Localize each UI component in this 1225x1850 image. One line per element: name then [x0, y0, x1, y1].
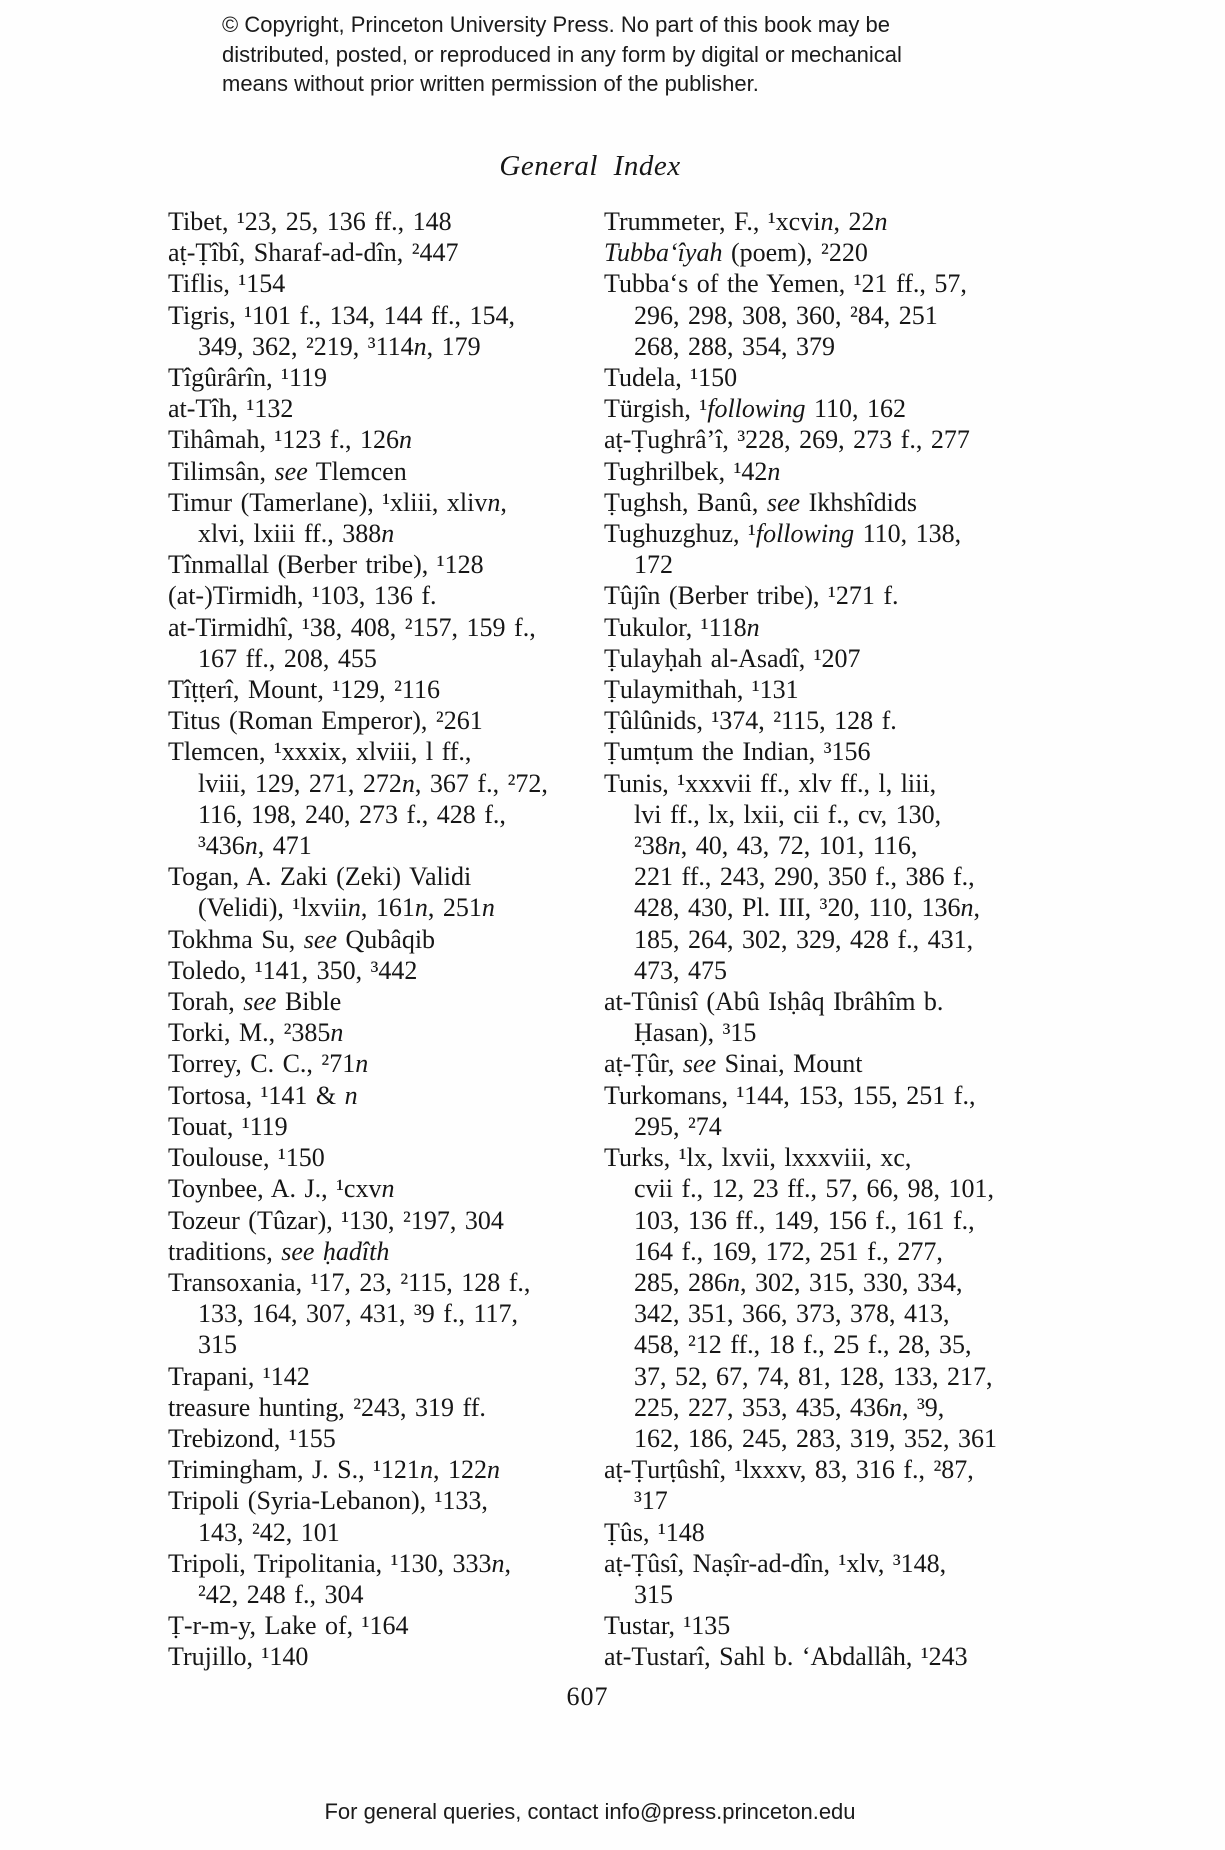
entry-line: Tripoli, Tripolitania, ¹130, 333n, — [168, 1548, 511, 1578]
entry-line: Togan, A. Zaki (Zeki) Validi — [168, 862, 472, 892]
entry-line: Torki, M., ²385n — [168, 1018, 344, 1048]
index-entry — [168, 1361, 548, 1392]
entry-line: Touat, ¹119 — [168, 1111, 288, 1141]
entry-line: treasure hunting, ²243, 319 ff. — [168, 1392, 486, 1422]
entry-line: Turks, ¹lx, lxvii, lxxxviii, xc, — [604, 1143, 912, 1173]
entry-line: Timur (Tamerlane), ¹xliii, xlivn, — [168, 487, 507, 517]
entry-line: lvi ff., lx, lxii, cii f., cv, 130, — [634, 799, 942, 829]
entry-line: Ṭûs, ¹148 — [604, 1517, 705, 1547]
entry-line: at-Tirmidhî, ¹38, 408, ²157, 159 f., — [168, 612, 536, 642]
index-entry — [604, 674, 997, 705]
entry-line: 103, 136 ff., 149, 156 f., 161 f., — [634, 1205, 975, 1235]
index-entry — [168, 1267, 548, 1361]
entry-line: 162, 186, 245, 283, 319, 352, 361 — [634, 1423, 997, 1453]
entry-line: Ṭumṭum the Indian, ³156 — [604, 737, 871, 767]
index-entry — [604, 768, 997, 986]
entry-line: at-Tîh, ¹132 — [168, 394, 294, 424]
index-entry — [604, 206, 997, 237]
entry-line: Transoxania, ¹17, 23, ²115, 128 f., — [168, 1267, 531, 1297]
entry-line: at-Tûnisî (Abû Isḥâq Ibrâhîm b. — [604, 987, 944, 1017]
entry-line: aṭ-Ṭughrâ’î, ³228, 269, 273 f., 277 — [604, 425, 970, 455]
entry-line: Tilimsân, see Tlemcen — [168, 456, 407, 486]
entry-line: Torrey, C. C., ²71n — [168, 1049, 369, 1079]
entry-line: Trujillo, ¹140 — [168, 1642, 309, 1672]
index-entry — [604, 1610, 997, 1641]
copyright-line: means without prior written permission of the publisher. — [222, 71, 759, 96]
entry-line: Ṭ-r-m-y, Lake of, ¹164 — [168, 1611, 409, 1641]
index-entry — [604, 1517, 997, 1548]
entry-line: 295, ²74 — [634, 1111, 722, 1141]
index-entry — [604, 1454, 997, 1516]
entry-line: 268, 288, 354, 379 — [634, 331, 835, 361]
entry-line: Ṭulayḥah al-Asadî, ¹207 — [604, 643, 861, 673]
page-number: 607 — [566, 1682, 609, 1711]
entry-line: Tûjîn (Berber tribe), ¹271 f. — [604, 581, 899, 611]
entry-line: Tîgûrârîn, ¹119 — [168, 363, 328, 393]
entry-line: cvii f., 12, 23 ff., 57, 66, 98, 101, — [634, 1174, 994, 1204]
index-entry — [168, 1111, 548, 1142]
entry-line: traditions, see ḥadîth — [168, 1236, 390, 1266]
entry-line: Tukulor, ¹118n — [604, 612, 760, 642]
entry-line: Turkomans, ¹144, 153, 155, 251 f., — [604, 1080, 976, 1110]
index-entry — [604, 456, 997, 487]
entry-line: aṭ-Ṭûr, see Sinai, Mount — [604, 1049, 863, 1079]
entry-line: Tughuzghuz, ¹following 110, 138, — [604, 519, 962, 549]
index-entry — [168, 1080, 548, 1111]
index-entry — [604, 362, 997, 393]
entry-line: Torah, see Bible — [168, 987, 342, 1017]
entry-line: Ḥasan), ³15 — [634, 1018, 757, 1048]
index-entry — [168, 736, 548, 861]
index-entry — [168, 1454, 548, 1485]
entry-line: Trimingham, J. S., ¹121n, 122n — [168, 1455, 500, 1485]
entry-line: Tunis, ¹xxxvii ff., xlv ff., l, liii, — [604, 768, 937, 798]
index-entry — [168, 1641, 548, 1672]
entry-line: Trapani, ¹142 — [168, 1361, 310, 1391]
entry-line: Tihâmah, ¹123 f., 126n — [168, 425, 412, 455]
entry-line: 143, ²42, 101 — [198, 1517, 340, 1547]
index-entry — [168, 1142, 548, 1173]
entry-line: 428, 430, Pl. III, ³20, 110, 136n, — [634, 893, 980, 923]
index-entry — [604, 1080, 997, 1142]
index-entry — [168, 300, 548, 362]
index-column-left — [168, 206, 548, 1673]
entry-line: 342, 351, 366, 373, 378, 413, — [634, 1299, 950, 1329]
index-entry — [168, 206, 548, 237]
entry-line: 225, 227, 353, 435, 436n, ³9, — [634, 1392, 945, 1422]
entry-line: 185, 264, 302, 329, 428 f., 431, — [634, 924, 974, 954]
index-entry — [604, 1548, 997, 1610]
entry-line: ²42, 248 f., 304 — [198, 1579, 364, 1609]
entry-line: 37, 52, 67, 74, 81, 128, 133, 217, — [634, 1361, 993, 1391]
entry-line: Tubba‘îyah (poem), ²220 — [604, 238, 868, 268]
index-entry — [168, 861, 548, 923]
entry-line: Tibet, ¹23, 25, 136 ff., 148 — [168, 207, 452, 236]
entry-line: 167 ff., 208, 455 — [198, 643, 377, 673]
index-entry — [168, 1392, 548, 1423]
entry-line: Tlemcen, ¹xxxix, xlviii, l ff., — [168, 737, 472, 767]
index-entry — [168, 674, 548, 705]
entry-line: 315 — [634, 1579, 673, 1609]
index-entry — [604, 268, 997, 362]
entry-line: Titus (Roman Emperor), ²261 — [168, 706, 483, 736]
entry-line: Ṭûlûnids, ¹374, ²115, 128 f. — [604, 706, 897, 736]
index-entry — [168, 1610, 548, 1641]
index-entry — [168, 1485, 548, 1547]
entry-line: aṭ-Ṭurṭûshî, ¹lxxxv, 83, 316 f., ²87, — [604, 1455, 974, 1485]
entry-line: Tigris, ¹101 f., 134, 144 ff., 154, — [168, 300, 515, 330]
entry-line: ³17 — [634, 1486, 668, 1516]
index-entry — [604, 237, 997, 268]
index-entry — [168, 237, 548, 268]
entry-line: at-Tustarî, Sahl b. ‘Abdallâh, ¹243 — [604, 1642, 968, 1672]
index-entry — [168, 456, 548, 487]
index-entry — [168, 924, 548, 955]
entry-line: Tîṭṭerî, Mount, ¹129, ²116 — [168, 675, 440, 705]
entry-line: 296, 298, 308, 360, ²84, 251 — [634, 300, 938, 330]
index-entry — [168, 424, 548, 455]
entry-line: Türgish, ¹following 110, 162 — [604, 394, 907, 424]
entry-line: Tokhma Su, see Qubâqib — [168, 924, 436, 954]
entry-line: (Velidi), ¹lxviin, 161n, 251n — [198, 893, 495, 923]
index-entry — [604, 612, 997, 643]
entry-line: ³436n, 471 — [198, 831, 312, 861]
entry-line: Ṭughsh, Banû, see Ikhshîdids — [604, 487, 917, 517]
entry-line: 172 — [634, 550, 673, 580]
index-entry — [604, 1048, 997, 1079]
entry-line: (at-)Tirmidh, ¹103, 136 f. — [168, 581, 437, 611]
index-entry — [604, 393, 997, 424]
index-entry — [168, 1205, 548, 1236]
entry-line: 315 — [198, 1330, 237, 1360]
index-entry — [604, 580, 997, 611]
index-entry — [604, 487, 997, 518]
copyright-line: © Copyright, Princeton University Press. No part of this book may be — [222, 12, 890, 37]
entry-line: Toledo, ¹141, 350, ³442 — [168, 955, 418, 985]
entry-line: Toynbee, A. J., ¹cxvn — [168, 1174, 395, 1204]
copyright-line: distributed, posted, or reproduced in any form by digital or mechanical — [222, 41, 902, 67]
entry-line: 164 f., 169, 172, 251 f., 277, — [634, 1236, 943, 1266]
footer-contact: For general queries, contact info@press.princeton.edu — [324, 1799, 856, 1824]
index-entry — [168, 393, 548, 424]
entry-line: 116, 198, 240, 273 f., 428 f., — [198, 799, 506, 829]
entry-line: Toulouse, ¹150 — [168, 1143, 325, 1173]
entry-line: Tortosa, ¹141 & n — [168, 1080, 358, 1110]
entry-line: aṭ-Ṭûsî, Naṣîr-ad-dîn, ¹xlv, ³148, — [604, 1548, 947, 1578]
entry-line: 285, 286n, 302, 315, 330, 334, — [634, 1267, 963, 1297]
entry-line: Ṭulaymithah, ¹131 — [604, 675, 799, 705]
index-entry — [604, 736, 997, 767]
index-entry — [168, 549, 548, 580]
index-entry — [168, 986, 548, 1017]
entry-line: Tozeur (Tûzar), ¹130, ²197, 304 — [168, 1205, 504, 1235]
entry-line: Tudela, ¹150 — [604, 363, 738, 393]
index-entry — [604, 424, 997, 455]
index-entry — [168, 1017, 548, 1048]
entry-line: 473, 475 — [634, 955, 727, 985]
index-entry — [604, 1641, 997, 1672]
entry-line: Tubba‘s of the Yemen, ¹21 ff., 57, — [604, 269, 967, 299]
index-entry — [604, 986, 997, 1048]
entry-line: Tiflis, ¹154 — [168, 269, 286, 299]
index-entry — [604, 1142, 997, 1454]
index-entry — [168, 268, 548, 299]
index-entry — [168, 580, 548, 611]
index-entry — [168, 1548, 548, 1610]
index-entry — [168, 362, 548, 393]
index-entry — [604, 518, 997, 580]
entry-line: lviii, 129, 271, 272n, 367 f., ²72, — [198, 768, 548, 798]
index-entry — [168, 1048, 548, 1079]
entry-line: Trummeter, F., ¹xcvin, 22n — [604, 207, 888, 236]
entry-line: 133, 164, 307, 431, ³9 f., 117, — [198, 1299, 518, 1329]
index-entry — [168, 612, 548, 674]
entry-line: xlvi, lxiii ff., 388n — [198, 519, 395, 549]
index-entry — [168, 487, 548, 549]
index-entry — [168, 1173, 548, 1204]
entry-line: 349, 362, ²219, ³114n, 179 — [198, 331, 481, 361]
page-title: General Index — [499, 150, 681, 182]
entry-line: ²38n, 40, 43, 72, 101, 116, — [634, 831, 918, 861]
entry-line: aṭ-Ṭîbî, Sharaf-ad-dîn, ²447 — [168, 238, 459, 268]
entry-line: 458, ²12 ff., 18 f., 25 f., 28, 35, — [634, 1330, 972, 1360]
index-entry — [604, 643, 997, 674]
index-entry — [168, 955, 548, 986]
entry-line: Trebizond, ¹155 — [168, 1423, 336, 1453]
index-entry — [604, 705, 997, 736]
entry-line: Tustar, ¹135 — [604, 1611, 731, 1641]
copyright-notice — [222, 10, 902, 99]
index-column-right — [604, 206, 997, 1673]
entry-line: Tînmallal (Berber tribe), ¹128 — [168, 550, 484, 580]
index-entry — [168, 705, 548, 736]
index-entry — [168, 1236, 548, 1267]
entry-line: Tughrilbek, ¹42n — [604, 456, 781, 486]
index-entry — [168, 1423, 548, 1454]
entry-line: Tripoli (Syria-Lebanon), ¹133, — [168, 1486, 488, 1516]
entry-line: 221 ff., 243, 290, 350 f., 386 f., — [634, 862, 975, 892]
